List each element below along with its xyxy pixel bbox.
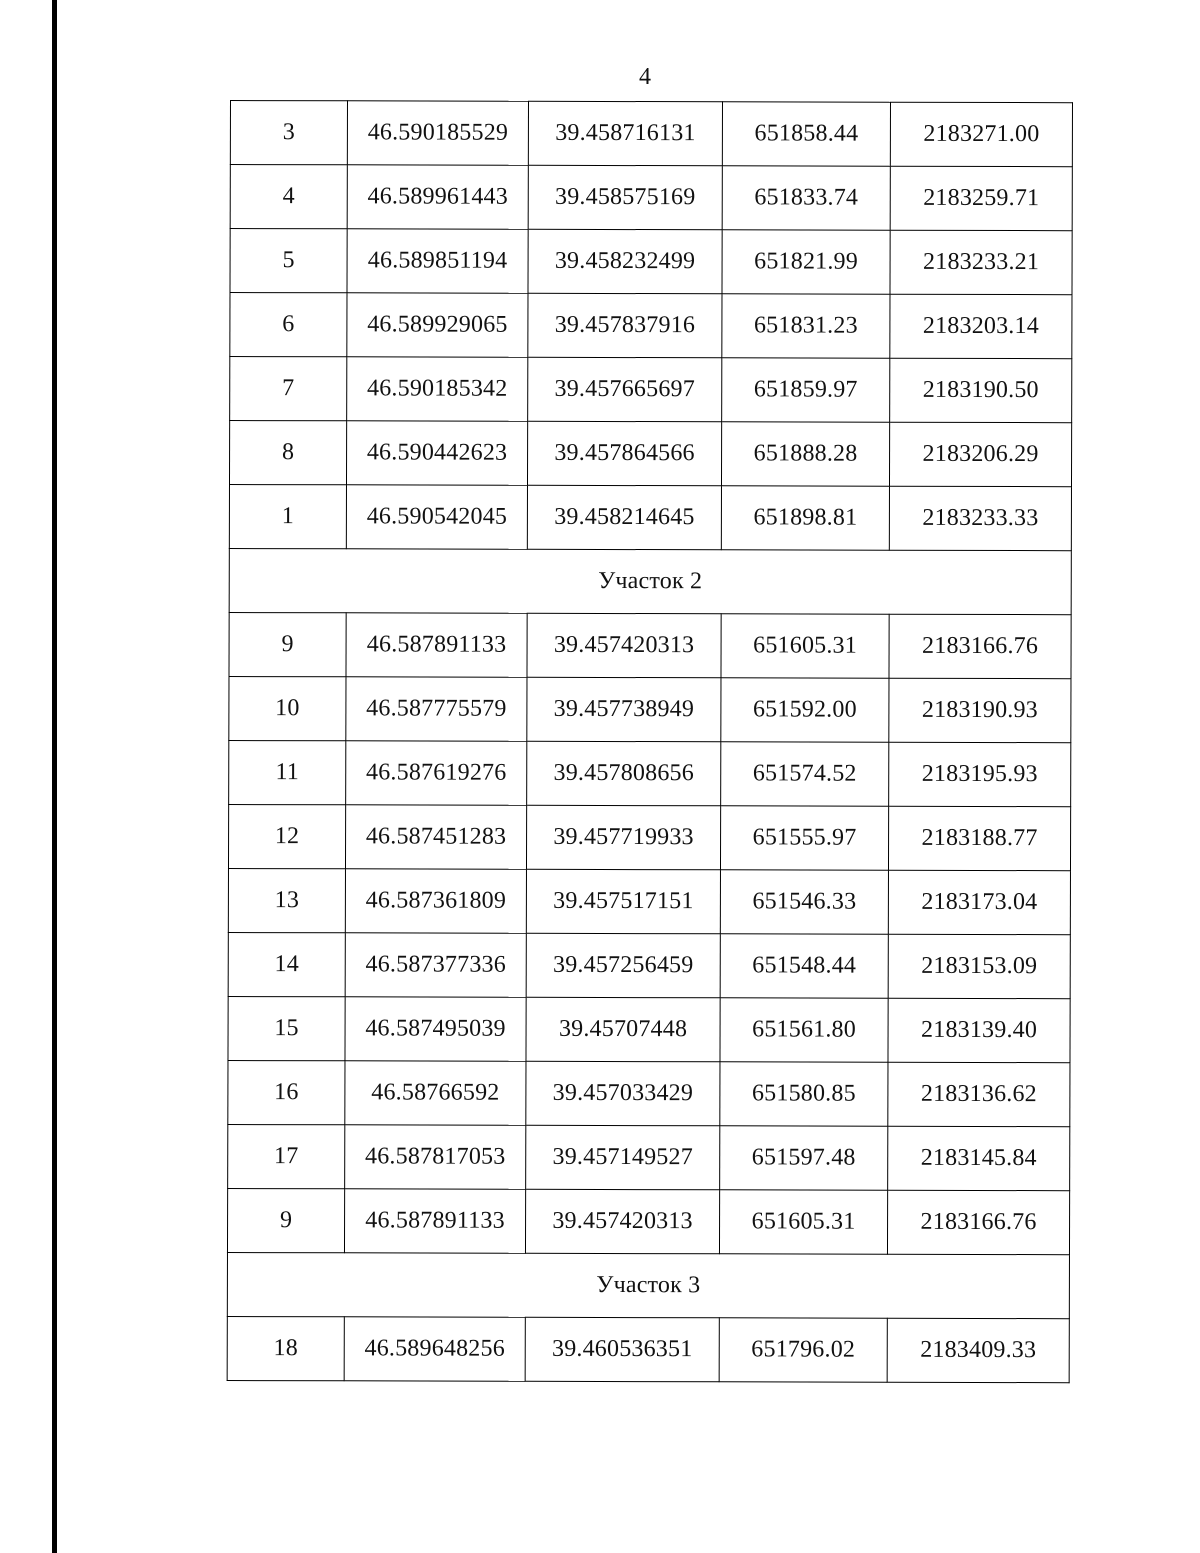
x-coordinate-cell: 651605.31 xyxy=(719,1190,887,1254)
longitude-cell: 39.457738949 xyxy=(527,677,721,742)
table-row xyxy=(230,165,1072,231)
section-header-row xyxy=(229,548,1071,614)
latitude-cell: 46.587891133 xyxy=(344,1189,525,1253)
x-coordinate-cell: 651898.81 xyxy=(721,486,889,550)
table-row xyxy=(229,485,1071,551)
x-coordinate-cell: 651555.97 xyxy=(720,806,888,870)
x-coordinate-cell: 651821.99 xyxy=(722,230,890,294)
y-coordinate-cell: 2183233.21 xyxy=(890,230,1072,294)
y-coordinate-cell: 2183271.00 xyxy=(890,102,1072,166)
longitude-cell: 39.460536351 xyxy=(525,1317,719,1382)
table-row xyxy=(228,996,1070,1062)
longitude-cell: 39.458214645 xyxy=(527,485,721,550)
coordinates-table xyxy=(227,100,1073,1383)
table-row xyxy=(228,1060,1070,1126)
x-coordinate-cell: 651888.28 xyxy=(721,422,889,486)
table-row xyxy=(229,676,1071,742)
latitude-cell: 46.590542045 xyxy=(346,485,527,549)
table-row xyxy=(227,1316,1069,1382)
point-number-cell: 9 xyxy=(227,1188,344,1252)
y-coordinate-cell: 2183259.71 xyxy=(890,166,1072,230)
point-number-cell: 17 xyxy=(228,1124,345,1188)
table-row xyxy=(228,932,1070,998)
longitude-cell: 39.457033429 xyxy=(526,1061,720,1126)
latitude-cell: 46.587817053 xyxy=(345,1125,526,1189)
longitude-cell: 39.457420313 xyxy=(525,1189,719,1254)
point-number-cell: 1 xyxy=(229,485,346,549)
longitude-cell: 39.457256459 xyxy=(526,933,720,998)
latitude-cell: 46.589851194 xyxy=(347,229,528,293)
x-coordinate-cell: 651580.85 xyxy=(720,1062,888,1126)
table-row xyxy=(230,357,1072,423)
point-number-cell: 8 xyxy=(229,421,346,485)
section-header-row xyxy=(227,1252,1069,1318)
y-coordinate-cell: 2183173.04 xyxy=(888,870,1070,934)
y-coordinate-cell: 2183166.76 xyxy=(889,614,1071,678)
x-coordinate-cell: 651833.74 xyxy=(722,166,890,230)
longitude-cell: 39.457420313 xyxy=(527,613,721,678)
point-number-cell: 9 xyxy=(229,612,346,676)
point-number-cell: 12 xyxy=(228,804,345,868)
latitude-cell: 46.587451283 xyxy=(345,805,526,869)
y-coordinate-cell: 2183190.93 xyxy=(889,678,1071,742)
x-coordinate-cell: 651831.23 xyxy=(722,294,890,358)
y-coordinate-cell: 2183188.77 xyxy=(888,806,1070,870)
latitude-cell: 46.587377336 xyxy=(345,933,526,997)
x-coordinate-cell: 651592.00 xyxy=(721,678,889,742)
page-binding-line xyxy=(52,0,57,1553)
y-coordinate-cell: 2183139.40 xyxy=(888,998,1070,1062)
latitude-cell: 46.587495039 xyxy=(345,997,526,1061)
latitude-cell: 46.589929065 xyxy=(347,293,528,357)
point-number-cell: 4 xyxy=(230,165,347,229)
latitude-cell: 46.590442623 xyxy=(346,421,527,485)
y-coordinate-cell: 2183195.93 xyxy=(889,742,1071,806)
latitude-cell: 46.590185342 xyxy=(347,357,528,421)
table-row xyxy=(228,868,1070,934)
table-row xyxy=(230,293,1072,359)
point-number-cell: 16 xyxy=(228,1060,345,1124)
longitude-cell: 39.457837916 xyxy=(528,293,722,358)
point-number-cell: 13 xyxy=(228,868,345,932)
point-number-cell: 10 xyxy=(229,676,346,740)
table-row xyxy=(229,421,1071,487)
longitude-cell: 39.457864566 xyxy=(527,421,721,486)
longitude-cell: 39.457149527 xyxy=(526,1125,720,1190)
latitude-cell: 46.58766592 xyxy=(345,1061,526,1125)
latitude-cell: 46.589648256 xyxy=(344,1317,525,1381)
latitude-cell: 46.587361809 xyxy=(345,869,526,933)
longitude-cell: 39.457517151 xyxy=(526,869,720,934)
point-number-cell: 7 xyxy=(230,357,347,421)
latitude-cell: 46.587891133 xyxy=(346,613,527,677)
point-number-cell: 14 xyxy=(228,932,345,996)
point-number-cell: 11 xyxy=(229,740,346,804)
table-row xyxy=(230,229,1072,295)
point-number-cell: 18 xyxy=(227,1316,344,1380)
longitude-cell: 39.458575169 xyxy=(528,165,722,230)
section-title: Участок 2 xyxy=(229,548,1071,614)
x-coordinate-cell: 651561.80 xyxy=(720,998,888,1062)
x-coordinate-cell: 651858.44 xyxy=(722,102,890,166)
x-coordinate-cell: 651597.48 xyxy=(720,1126,888,1190)
point-number-cell: 15 xyxy=(228,996,345,1060)
y-coordinate-cell: 2183136.62 xyxy=(888,1062,1070,1126)
y-coordinate-cell: 2183153.09 xyxy=(888,934,1070,998)
latitude-cell: 46.590185529 xyxy=(347,101,528,165)
longitude-cell: 39.457719933 xyxy=(526,805,720,870)
x-coordinate-cell: 651796.02 xyxy=(719,1318,887,1382)
x-coordinate-cell: 651574.52 xyxy=(721,742,889,806)
section-title: Участок 3 xyxy=(227,1252,1069,1318)
table-row xyxy=(229,740,1071,806)
y-coordinate-cell: 2183203.14 xyxy=(890,294,1072,358)
latitude-cell: 46.587775579 xyxy=(346,677,527,741)
page-number: 4 xyxy=(639,64,651,90)
latitude-cell: 46.589961443 xyxy=(347,165,528,229)
table-row xyxy=(227,1188,1069,1254)
x-coordinate-cell: 651548.44 xyxy=(720,934,888,998)
x-coordinate-cell: 651859.97 xyxy=(722,358,890,422)
point-number-cell: 3 xyxy=(230,101,347,165)
table-row xyxy=(229,612,1071,678)
y-coordinate-cell: 2183190.50 xyxy=(890,358,1072,422)
y-coordinate-cell: 2183206.29 xyxy=(889,422,1071,486)
table-row xyxy=(230,101,1072,167)
table-row xyxy=(228,1124,1070,1190)
x-coordinate-cell: 651546.33 xyxy=(720,870,888,934)
y-coordinate-cell: 2183409.33 xyxy=(887,1318,1069,1382)
longitude-cell: 39.45707448 xyxy=(526,997,720,1062)
coordinates-table-body xyxy=(227,101,1072,1383)
longitude-cell: 39.458232499 xyxy=(528,229,722,294)
latitude-cell: 46.587619276 xyxy=(346,741,527,805)
y-coordinate-cell: 2183233.33 xyxy=(889,486,1071,550)
longitude-cell: 39.457665697 xyxy=(528,357,722,422)
table-row xyxy=(228,804,1070,870)
longitude-cell: 39.457808656 xyxy=(527,741,721,806)
y-coordinate-cell: 2183166.76 xyxy=(887,1190,1069,1254)
x-coordinate-cell: 651605.31 xyxy=(721,614,889,678)
y-coordinate-cell: 2183145.84 xyxy=(888,1126,1070,1190)
longitude-cell: 39.458716131 xyxy=(528,101,722,166)
point-number-cell: 5 xyxy=(230,229,347,293)
point-number-cell: 6 xyxy=(230,293,347,357)
